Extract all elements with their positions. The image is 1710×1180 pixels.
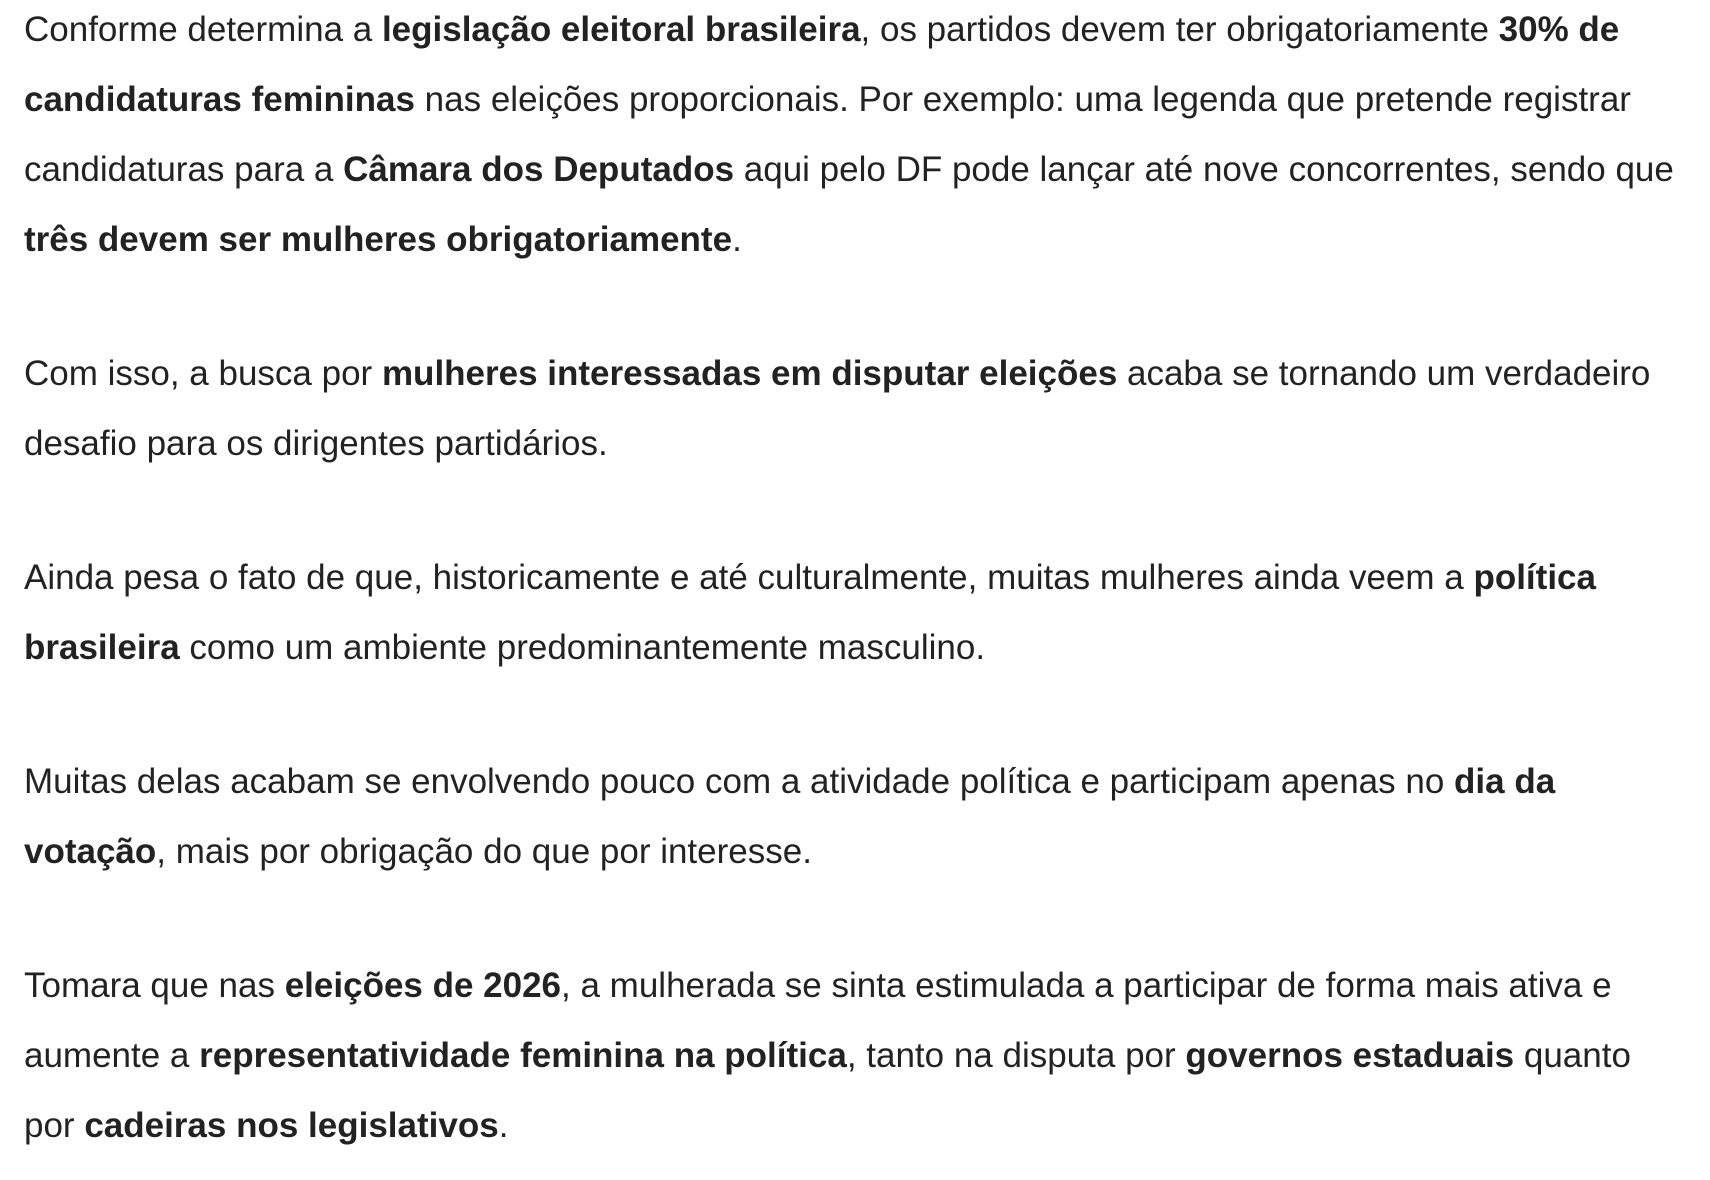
text-segment: quanto por: [24, 1036, 1631, 1145]
text-segment: nas eleições proporcionais. Por exemplo: uma legenda que pretende registrar candidaturas para a: [24, 80, 1631, 189]
text-segment: acaba se tornando um verdadeiro desafio para os dirigentes partidários.: [24, 354, 1651, 463]
text-segment: , os partidos devem ter obrigatoriamente: [860, 10, 1499, 49]
text-segment: Com isso, a busca por: [24, 354, 382, 393]
paragraph-voting-day: [24, 747, 1680, 887]
bold-segment: política brasileira: [24, 558, 1596, 667]
paragraph-cultural-view: [24, 543, 1680, 683]
bold-segment: representatividade feminina na política: [199, 1036, 847, 1075]
text-segment: .: [498, 1106, 509, 1145]
text-segment: Tomara que nas: [24, 966, 285, 1005]
bold-segment: eleições de 2026: [284, 966, 562, 1005]
bold-segment: governos estaduais: [1185, 1036, 1515, 1075]
bold-segment: cadeiras nos legislativos: [84, 1106, 499, 1145]
text-segment: , tanto na disputa por: [846, 1036, 1186, 1075]
bold-segment: legislação eleitoral brasileira: [381, 10, 861, 49]
text-segment: , mais por obrigação do que por interesse.: [156, 832, 812, 871]
paragraph-elections-2026: [24, 951, 1680, 1161]
text-segment: , a mulherada se sinta estimulada a participar de forma mais ativa e aumente a: [24, 966, 1612, 1075]
text-segment: aqui pelo DF pode lançar até nove concorrentes, sendo que: [734, 150, 1674, 189]
text-segment: como um ambiente predominantemente masculino.: [179, 628, 986, 667]
bold-segment: três devem ser mulheres obrigatoriamente: [24, 220, 733, 259]
bold-segment: mulheres interessadas em disputar eleições: [381, 354, 1118, 393]
paragraph-search-challenge: [24, 339, 1680, 479]
bold-segment: dia da votação: [24, 762, 1556, 871]
bold-segment: 30% de candidaturas femininas: [24, 10, 1620, 119]
text-segment: Ainda pesa o fato de que, historicamente e até culturalmente, muitas mulheres ainda veem a: [24, 558, 1474, 597]
text-segment: Muitas delas acabam se envolvendo pouco com a atividade política e participam apenas no: [24, 762, 1455, 801]
text-segment: Conforme determina a: [24, 10, 382, 49]
text-segment: .: [732, 220, 742, 259]
bold-segment: Câmara dos Deputados: [343, 150, 735, 189]
paragraph-candidate-quota: [24, 0, 1680, 275]
